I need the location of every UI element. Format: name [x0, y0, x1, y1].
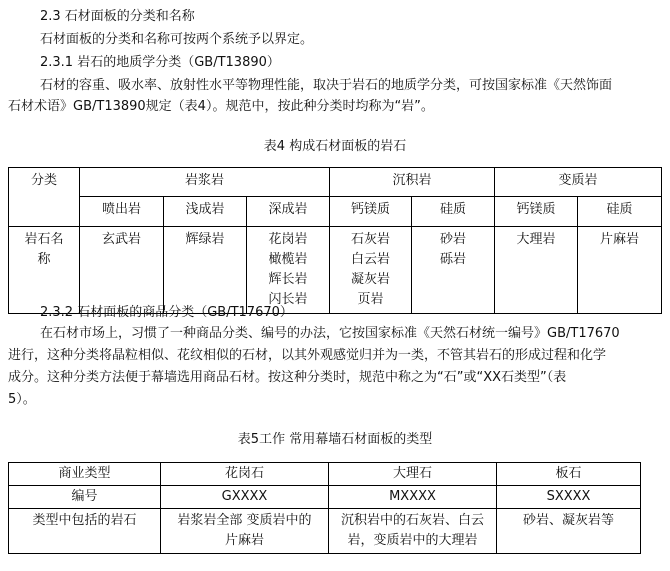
table-cell: GXXXX — [161, 486, 329, 509]
rock-cell — [247, 227, 330, 314]
rock-name: 花岗岩 — [268, 232, 308, 247]
rock-name: 页岩 — [357, 292, 384, 307]
rock-name: 片麻岩 — [600, 232, 640, 247]
table-cell: 花岗石 — [161, 463, 329, 486]
section-heading: 2.3 石材面板的分类和名称 — [40, 9, 195, 24]
section-heading: 2.3.2 石材面板的商品分类（GB/T17670） — [40, 305, 293, 320]
table5 — [8, 462, 641, 554]
header-cell: 沉积岩 — [330, 168, 495, 197]
header-cell: 分类 — [9, 168, 80, 227]
rock-cell — [412, 227, 495, 314]
table-cell: SXXXX — [497, 486, 641, 509]
paragraph-line: 成分。这种分类方法便于幕墙选用商品石材。按这种分类时，规范中称之为“石”或“XX石类型”（表 — [8, 370, 567, 385]
table5-caption: 表5工作 常用幕墙石材面板的类型 — [237, 432, 433, 447]
table4-caption: 表4 构成石材面板的岩石 — [263, 139, 407, 154]
rock-name: 玄武岩 — [101, 232, 141, 247]
header-cell: 岩浆岩 — [80, 168, 330, 197]
paragraph-line: 进行，这种分类将晶粒相似、花纹相似的石材，以其外观感觉归并为一类，不管其岩石的形成过程和化学 — [8, 348, 607, 363]
rock-name: 大理岩 — [516, 232, 556, 247]
table4 — [8, 167, 662, 314]
paragraph-line: 5）。 — [8, 392, 36, 407]
rock-cell — [164, 227, 247, 314]
subheader-cell: 硅质 — [412, 197, 495, 227]
rock-name: 砂岩 — [440, 232, 467, 247]
subheader-cell: 钙镁质 — [330, 197, 412, 227]
table-row — [9, 509, 641, 554]
rock-name: 辉长岩 — [268, 272, 308, 287]
table-cell: 编号 — [9, 486, 161, 509]
paragraph-line: 石材的容重、吸水率、放射性水平等物理性能，取决于岩石的地质学分类，可按国家标准《天然饰面 — [40, 78, 613, 93]
header-cell: 变质岩 — [495, 168, 662, 197]
subheader-cell: 喷出岩 — [80, 197, 164, 227]
subheader-cell: 浅成岩 — [164, 197, 247, 227]
section-heading: 2.3.1 岩石的地质学分类（GB/T13890） — [40, 55, 280, 70]
table-cell: 板石 — [497, 463, 641, 486]
row-label: 岩石名称 — [9, 227, 80, 314]
subheader-cell: 深成岩 — [247, 197, 330, 227]
table-cell: 商业类型 — [9, 463, 161, 486]
table-cell: 大理石 — [329, 463, 497, 486]
table-cell: 砂岩、凝灰岩等 — [497, 509, 641, 554]
rock-name: 白云岩 — [350, 252, 390, 267]
paragraph-line: 在石材市场上，习惯了一种商品分类、编号的办法，它按国家标准《天然石材统一编号》GB/T17670 — [40, 326, 620, 341]
rock-cell — [330, 227, 412, 314]
rock-cell — [578, 227, 662, 314]
intro-text: 石材面板的分类和名称可按两个系统予以界定。 — [40, 32, 314, 47]
table-cell: 岩浆岩全部 变质岩中的片麻岩 — [161, 509, 329, 554]
rock-name: 石灰岩 — [350, 232, 390, 247]
paragraph-line: 石材术语》GB/T13890规定（表4）。规范中，按此种分类时均称为“岩”。 — [8, 99, 434, 114]
rock-cell — [495, 227, 578, 314]
subheader-cell: 钙镁质 — [495, 197, 578, 227]
subheader-cell: 硅质 — [578, 197, 662, 227]
table-cell: MXXXX — [329, 486, 497, 509]
table-row — [9, 486, 641, 509]
rock-name: 橄榄岩 — [268, 252, 308, 267]
rock-name: 辉绿岩 — [185, 232, 225, 247]
table-row — [9, 463, 641, 486]
table-cell: 沉积岩中的石灰岩、白云岩，变质岩中的大理岩 — [329, 509, 497, 554]
rock-name: 闪长岩 — [268, 292, 308, 307]
rock-cell — [80, 227, 164, 314]
table-cell: 类型中包括的岩石 — [9, 509, 161, 554]
rock-name: 凝灰岩 — [350, 272, 390, 287]
rock-name: 砾岩 — [440, 252, 467, 267]
